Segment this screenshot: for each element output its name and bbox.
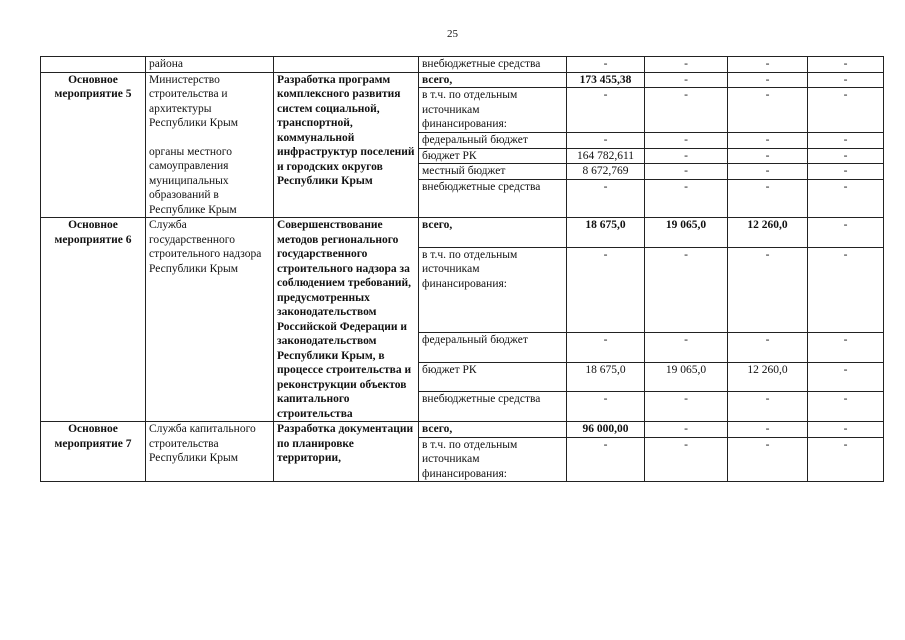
value-cell: -: [808, 72, 884, 88]
value-cell: -: [728, 72, 808, 88]
source-cell: всего,: [419, 218, 567, 248]
value-cell: -: [728, 88, 808, 133]
value-cell: -: [645, 392, 728, 422]
value-cell: -: [808, 218, 884, 248]
value-cell: -: [808, 57, 884, 73]
value-cell: -: [808, 392, 884, 422]
value-cell: -: [808, 422, 884, 438]
activity-name: Разработка документации по планировке территории,: [274, 422, 419, 482]
value-cell: 19 065,0: [645, 362, 728, 392]
source-cell: бюджет РК: [419, 148, 567, 164]
value-cell: -: [645, 437, 728, 482]
value-cell: -: [808, 180, 884, 218]
value-cell: -: [808, 247, 884, 332]
activity-label: Основное мероприятие 5: [41, 72, 146, 218]
value-cell: -: [728, 392, 808, 422]
value-cell: -: [728, 332, 808, 362]
activity-label: Основное мероприятие 7: [41, 422, 146, 482]
activity-name: Совершенствование методов регионального государственного строительного надзора за соблюдением требований, предусмотренных законодательством Российской Федерации и законодательством Республики Крым, в процессе строительства и реконструкции объектов капитального строительства: [274, 218, 419, 422]
value-cell: -: [728, 422, 808, 438]
executor-text: Министерство строительства и архитектуры Республики Крым: [149, 73, 238, 129]
executor-cell: Служба государственного строительного надзора Республики Крым: [146, 218, 274, 422]
source-cell: внебюджетные средства: [419, 57, 567, 73]
value-cell: -: [567, 88, 645, 133]
source-cell: всего,: [419, 72, 567, 88]
source-cell: внебюджетные средства: [419, 180, 567, 218]
value-cell: -: [645, 133, 728, 149]
value-cell: 8 672,769: [567, 164, 645, 180]
value-cell: 164 782,611: [567, 148, 645, 164]
value-cell: 18 675,0: [567, 362, 645, 392]
table-row: [41, 72, 884, 88]
value-cell: -: [567, 247, 645, 332]
budget-table: [40, 56, 884, 482]
value-cell: -: [728, 148, 808, 164]
source-cell: местный бюджет: [419, 164, 567, 180]
value-cell: -: [645, 72, 728, 88]
value-cell: -: [645, 422, 728, 438]
value-cell: -: [645, 164, 728, 180]
source-cell: в т.ч. по отдельным источникам финансирования:: [419, 247, 567, 332]
value-cell: -: [808, 133, 884, 149]
value-cell: -: [728, 133, 808, 149]
value-cell: -: [645, 148, 728, 164]
value-cell: -: [728, 164, 808, 180]
table-row: [41, 422, 884, 438]
executor-cell: [146, 72, 274, 218]
table-row: [41, 57, 884, 73]
value-cell: 12 260,0: [728, 218, 808, 248]
value-cell: -: [808, 88, 884, 133]
activity-label-cell: [41, 57, 146, 73]
value-cell: -: [728, 247, 808, 332]
activity-label: Основное мероприятие 6: [41, 218, 146, 422]
value-cell: -: [567, 133, 645, 149]
activity-name-cell: [274, 57, 419, 73]
source-cell: внебюджетные средства: [419, 392, 567, 422]
table-row: [41, 218, 884, 248]
value-cell: -: [808, 362, 884, 392]
source-cell: бюджет РК: [419, 362, 567, 392]
value-cell: 173 455,38: [567, 72, 645, 88]
source-cell: всего,: [419, 422, 567, 438]
value-cell: -: [645, 247, 728, 332]
value-cell: -: [808, 332, 884, 362]
value-cell: -: [567, 332, 645, 362]
value-cell: -: [728, 180, 808, 218]
value-cell: -: [808, 437, 884, 482]
value-cell: -: [567, 437, 645, 482]
executor-cell: Служба капитального строительства Республики Крым: [146, 422, 274, 482]
value-cell: -: [728, 437, 808, 482]
value-cell: -: [728, 57, 808, 73]
value-cell: 19 065,0: [645, 218, 728, 248]
value-cell: -: [645, 57, 728, 73]
value-cell: -: [808, 148, 884, 164]
value-cell: 18 675,0: [567, 218, 645, 248]
executor-cell: района: [146, 57, 274, 73]
value-cell: 12 260,0: [728, 362, 808, 392]
page-number: 25: [447, 28, 458, 40]
value-cell: 96 000,00: [567, 422, 645, 438]
value-cell: -: [645, 88, 728, 133]
executor-text: органы местного самоуправления муниципальных образований в Республике Крым: [149, 145, 237, 216]
source-cell: федеральный бюджет: [419, 332, 567, 362]
value-cell: -: [808, 164, 884, 180]
value-cell: -: [645, 332, 728, 362]
source-cell: в т.ч. по отдельным источникам финансирования:: [419, 88, 567, 133]
value-cell: -: [567, 57, 645, 73]
source-cell: федеральный бюджет: [419, 133, 567, 149]
activity-name: Разработка программ комплексного развития систем социальной, транспортной, коммунальной инфраструктур поселений и городских округов Республики Крым: [274, 72, 419, 218]
value-cell: -: [567, 180, 645, 218]
value-cell: -: [567, 392, 645, 422]
value-cell: -: [645, 180, 728, 218]
source-cell: в т.ч. по отдельным источникам финансирования:: [419, 437, 567, 482]
